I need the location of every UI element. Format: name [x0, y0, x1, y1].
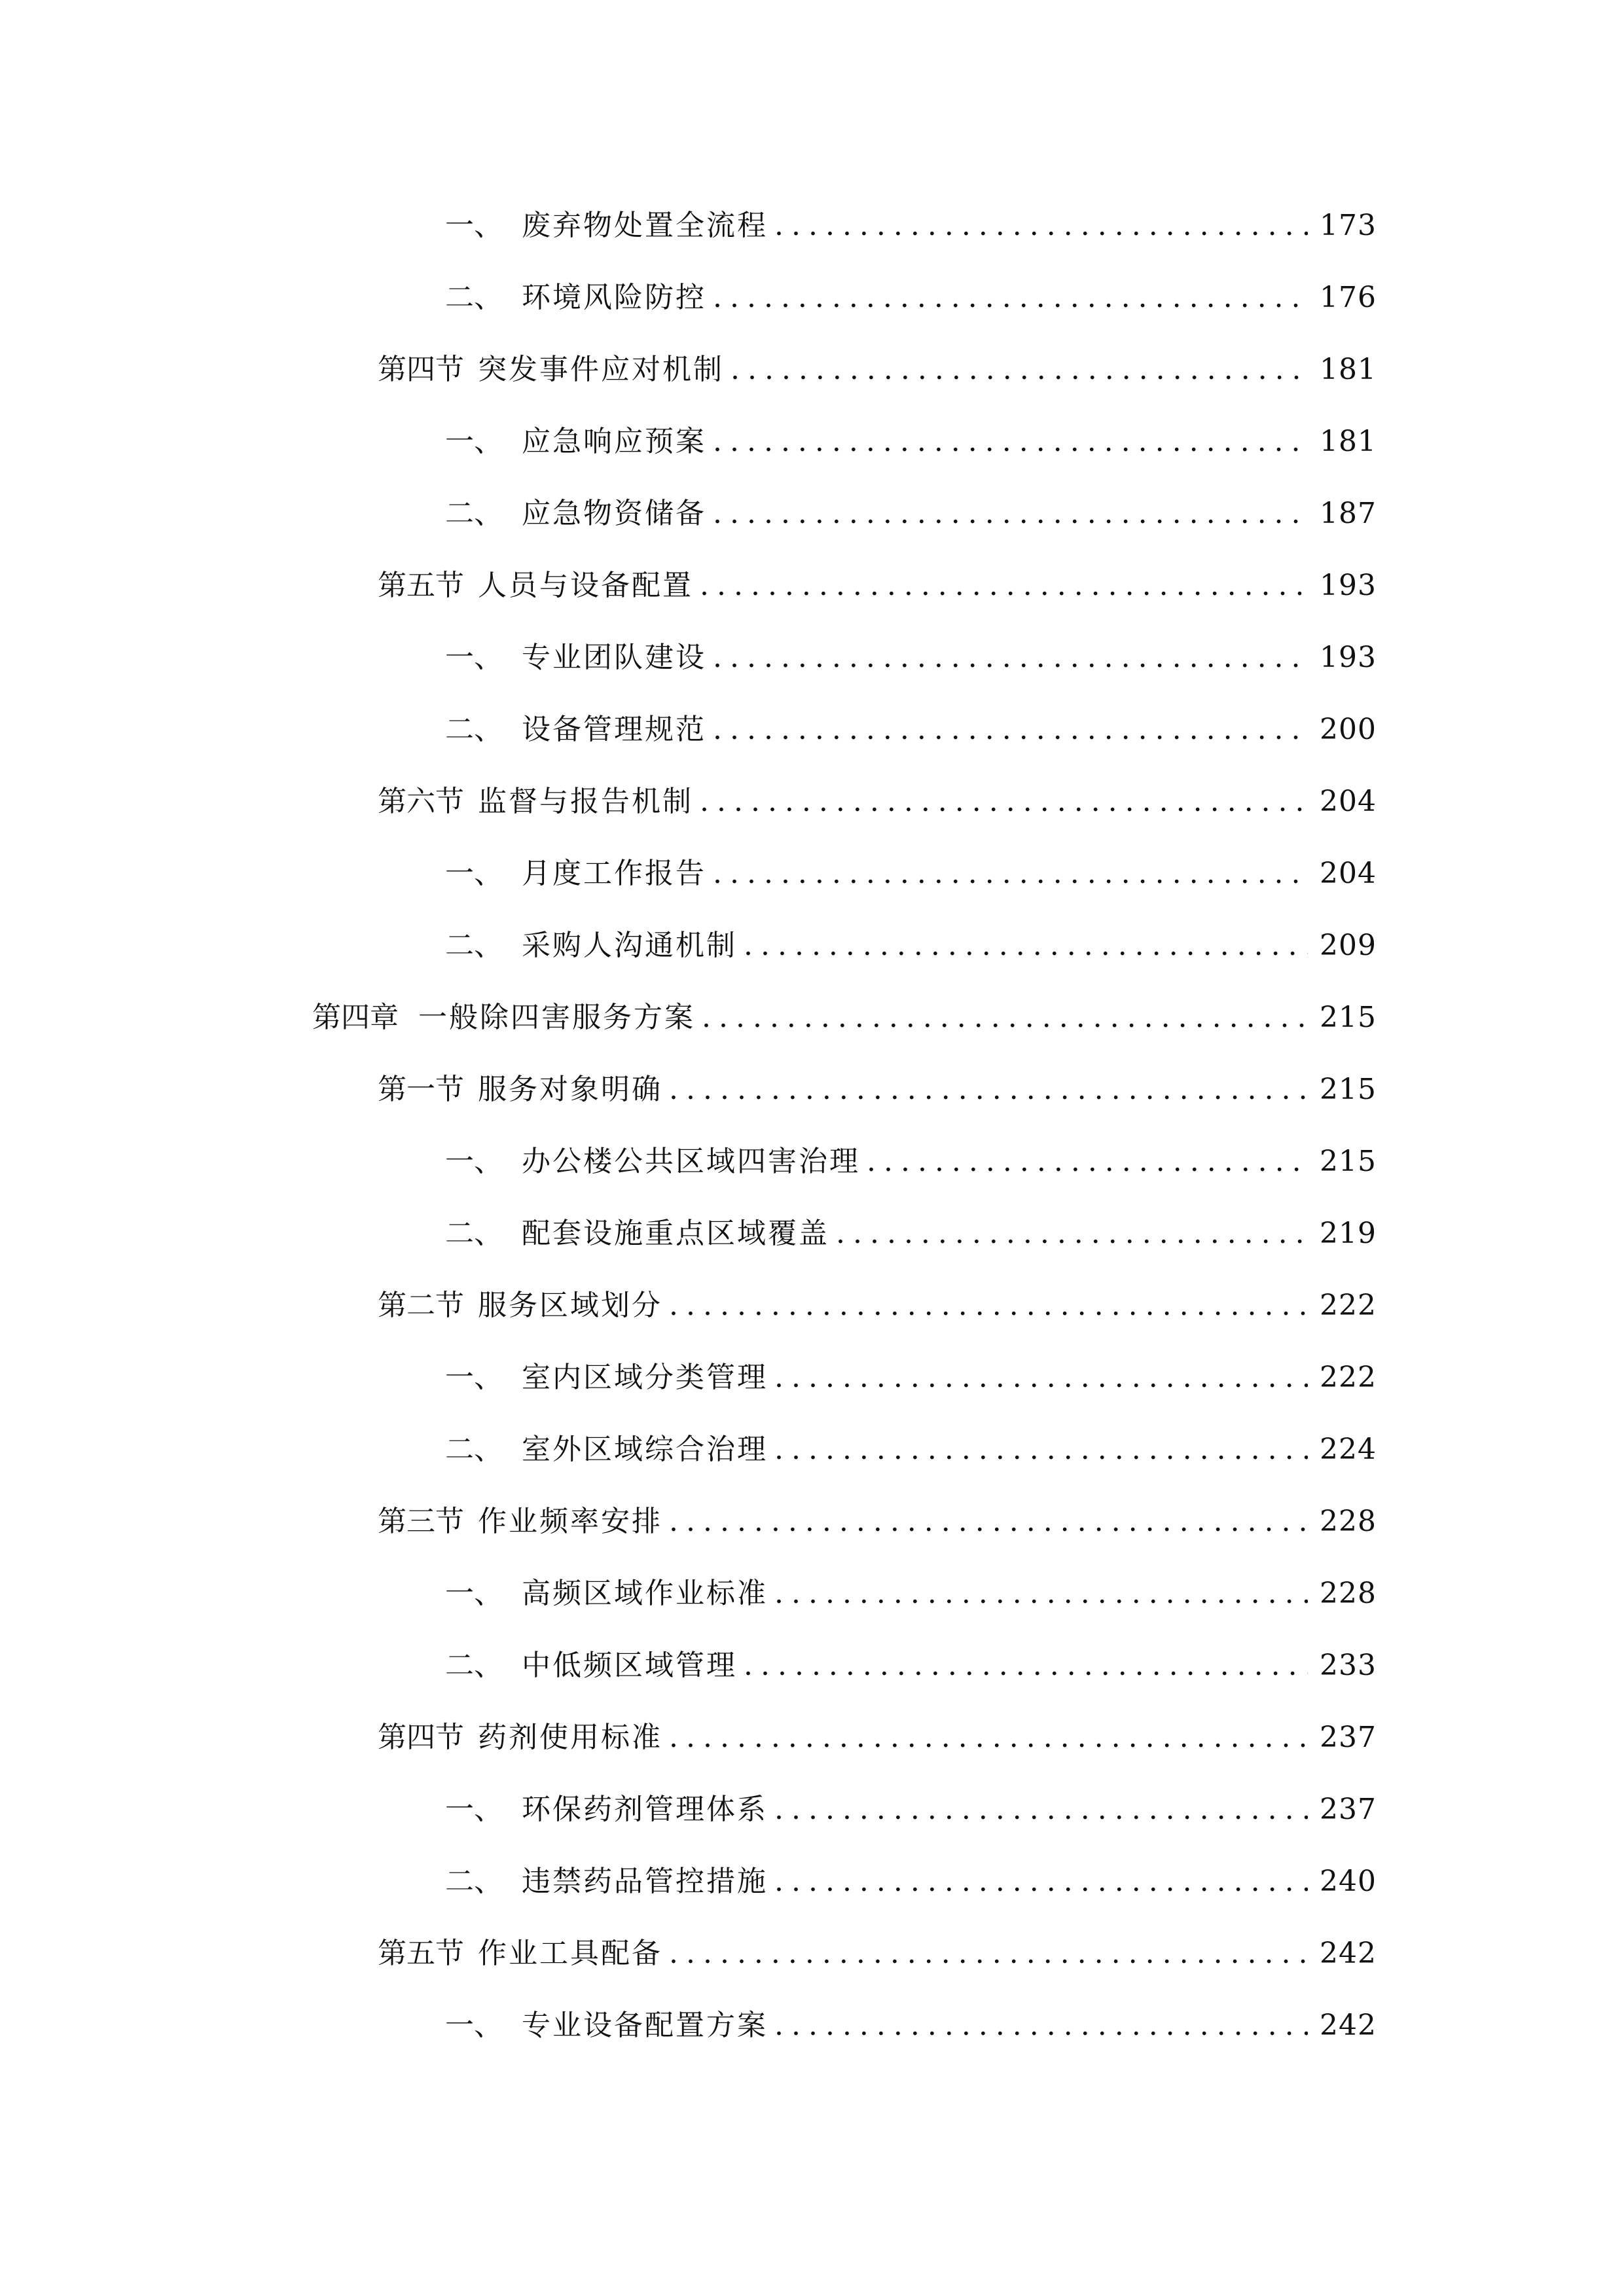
toc-entry-title: 设备管理规范 — [522, 713, 706, 746]
toc-entry-number: 第四节 — [378, 353, 464, 386]
toc-entry[interactable] — [378, 1283, 1377, 1329]
toc-entry-title: 一般除四害服务方案 — [418, 1001, 695, 1034]
toc-entry-title: 突发事件应对机制 — [478, 353, 724, 386]
toc-entry-number: 一、 — [445, 1793, 503, 1826]
toc-entry[interactable] — [378, 1067, 1377, 1113]
toc-entry-title: 监督与报告机制 — [478, 785, 693, 818]
toc-entry[interactable] — [445, 1427, 1377, 1473]
toc-entry-number: 二、 — [445, 281, 503, 314]
toc-entry-page: 204 — [1320, 785, 1377, 818]
toc-entry-page: 242 — [1320, 2009, 1377, 2042]
toc-entry-page: 181 — [1320, 425, 1377, 458]
toc-entry-title: 药剂使用标准 — [478, 1721, 662, 1754]
toc-entry[interactable] — [378, 779, 1377, 825]
dot-leader — [774, 203, 1308, 249]
toc-entry[interactable] — [312, 995, 1377, 1041]
dot-leader — [713, 635, 1308, 681]
toc-entry-page: 228 — [1320, 1577, 1377, 1610]
toc-entry-title: 采购人沟通机制 — [522, 929, 737, 962]
dot-leader — [836, 1211, 1308, 1257]
dot-leader — [700, 779, 1308, 825]
toc-entry-page: 215 — [1320, 1073, 1377, 1106]
toc-entry-title: 服务区域划分 — [478, 1289, 662, 1322]
toc-entry-page: 215 — [1320, 1145, 1377, 1178]
dot-leader — [774, 1859, 1308, 1905]
toc-entry-title: 专业团队建设 — [522, 641, 706, 674]
toc-entry-title: 办公楼公共区域四害治理 — [522, 1145, 860, 1178]
toc-entry-number: 第一节 — [378, 1073, 464, 1106]
dot-leader — [744, 923, 1308, 969]
toc-entry[interactable] — [445, 2003, 1377, 2049]
toc-entry-title: 室内区域分类管理 — [522, 1361, 768, 1394]
dot-leader — [713, 491, 1308, 537]
toc-entry-page: 215 — [1320, 1001, 1377, 1034]
toc-entry-title: 月度工作报告 — [522, 857, 706, 890]
toc-entry-number: 二、 — [445, 713, 503, 746]
toc-entry-page: 242 — [1320, 1937, 1377, 1970]
toc-entry-number: 一、 — [445, 641, 503, 674]
dot-leader — [744, 1643, 1308, 1689]
dot-leader — [713, 419, 1308, 465]
toc-entry[interactable] — [445, 851, 1377, 897]
toc-entry-number: 二、 — [445, 1865, 503, 1898]
toc-entry-title: 应急物资储备 — [522, 497, 706, 530]
dot-leader — [774, 1787, 1308, 1833]
dot-leader — [669, 1283, 1308, 1329]
toc-entry[interactable] — [445, 923, 1377, 969]
toc-entry-title: 应急响应预案 — [522, 425, 706, 458]
toc-entry-page: 219 — [1320, 1217, 1377, 1250]
toc-entry-title: 专业设备配置方案 — [522, 2009, 768, 2042]
toc-entry[interactable] — [445, 275, 1377, 321]
toc-entry[interactable] — [445, 1787, 1377, 1833]
toc-entry[interactable] — [445, 1859, 1377, 1905]
toc-entry-number: 一、 — [445, 1145, 503, 1178]
dot-leader — [867, 1139, 1308, 1185]
toc-entry-page: 200 — [1320, 713, 1377, 746]
toc-entry[interactable] — [378, 563, 1377, 609]
dot-leader — [774, 1355, 1308, 1401]
toc-entry-number: 一、 — [445, 857, 503, 890]
toc-entry[interactable] — [445, 1139, 1377, 1185]
toc-entry-page: 193 — [1320, 569, 1377, 602]
toc-entry-page: 222 — [1320, 1361, 1377, 1394]
toc-entry-number: 第三节 — [378, 1505, 464, 1538]
toc-entry-number: 二、 — [445, 497, 503, 530]
toc-entry[interactable] — [378, 1499, 1377, 1545]
dot-leader — [713, 275, 1308, 321]
toc-entry-number: 第五节 — [378, 1937, 464, 1970]
toc-entry-number: 一、 — [445, 209, 503, 242]
toc-entry-page: 204 — [1320, 857, 1377, 890]
toc-entry-number: 一、 — [445, 1361, 503, 1394]
toc-entry-page: 228 — [1320, 1505, 1377, 1538]
toc-entry[interactable] — [378, 347, 1377, 393]
toc-entry-title: 违禁药品管控措施 — [522, 1865, 768, 1898]
toc-entry-page: 173 — [1320, 209, 1377, 242]
toc-entry-title: 服务对象明确 — [478, 1073, 662, 1106]
dot-leader — [669, 1931, 1308, 1977]
dot-leader — [713, 707, 1308, 753]
toc-entry-number: 第五节 — [378, 569, 464, 602]
toc-entry-number: 二、 — [445, 1217, 503, 1250]
dot-leader — [731, 347, 1308, 393]
toc-entry-page: 176 — [1320, 281, 1377, 314]
dot-leader — [669, 1499, 1308, 1545]
toc-entry-title: 配套设施重点区域覆盖 — [522, 1217, 829, 1250]
toc-entry-page: 224 — [1320, 1433, 1377, 1466]
toc-entry-number: 第六节 — [378, 785, 464, 818]
toc-entry-page: 181 — [1320, 353, 1377, 386]
toc-entry-page: 237 — [1320, 1793, 1377, 1826]
toc-entry[interactable] — [378, 1715, 1377, 1761]
toc-entry-number: 第二节 — [378, 1289, 464, 1322]
toc-entry-page: 240 — [1320, 1865, 1377, 1898]
toc-entry-page: 237 — [1320, 1721, 1377, 1754]
dot-leader — [669, 1067, 1308, 1113]
toc-entry-page: 193 — [1320, 641, 1377, 674]
dot-leader — [713, 851, 1308, 897]
toc-entry-number: 第四节 — [378, 1721, 464, 1754]
toc-entry-title: 作业频率安排 — [478, 1505, 662, 1538]
toc-entry[interactable] — [445, 635, 1377, 681]
toc-entry[interactable] — [445, 1211, 1377, 1257]
dot-leader — [700, 563, 1308, 609]
toc-entry-title: 废弃物处置全流程 — [522, 209, 768, 242]
toc-entry-title: 中低频区域管理 — [522, 1649, 737, 1682]
dot-leader — [669, 1715, 1308, 1761]
toc-entry-page: 222 — [1320, 1289, 1377, 1322]
toc-entry-title: 环境风险防控 — [522, 281, 706, 314]
toc-entry-number: 一、 — [445, 2009, 503, 2042]
toc-entry-number: 二、 — [445, 929, 503, 962]
toc-entry-page: 209 — [1320, 929, 1377, 962]
toc-entry-title: 作业工具配备 — [478, 1937, 662, 1970]
toc-entry-page: 187 — [1320, 497, 1377, 530]
toc-entry[interactable] — [445, 491, 1377, 537]
toc-entry-number: 二、 — [445, 1649, 503, 1682]
toc-entry[interactable] — [445, 1571, 1377, 1617]
toc-entry-title: 环保药剂管理体系 — [522, 1793, 768, 1826]
dot-leader — [774, 1571, 1308, 1617]
toc-entry[interactable] — [445, 419, 1377, 465]
toc-entry[interactable] — [445, 707, 1377, 753]
toc-entry[interactable] — [445, 203, 1377, 249]
toc-entry-page: 233 — [1320, 1649, 1377, 1682]
toc-entry-title: 人员与设备配置 — [478, 569, 693, 602]
toc-entry[interactable] — [445, 1355, 1377, 1401]
toc-entry-number: 一、 — [445, 1577, 503, 1610]
dot-leader — [774, 1427, 1308, 1473]
dot-leader — [774, 2003, 1308, 2049]
toc-entry-title: 高频区域作业标准 — [522, 1577, 768, 1610]
toc-entry[interactable] — [378, 1931, 1377, 1977]
toc-entry[interactable] — [445, 1643, 1377, 1689]
toc-entry-title: 室外区域综合治理 — [522, 1433, 768, 1466]
dot-leader — [702, 995, 1308, 1041]
toc-entry-number: 第四章 — [312, 1001, 399, 1034]
toc-entry-number: 一、 — [445, 425, 503, 458]
toc-entry-number: 二、 — [445, 1433, 503, 1466]
